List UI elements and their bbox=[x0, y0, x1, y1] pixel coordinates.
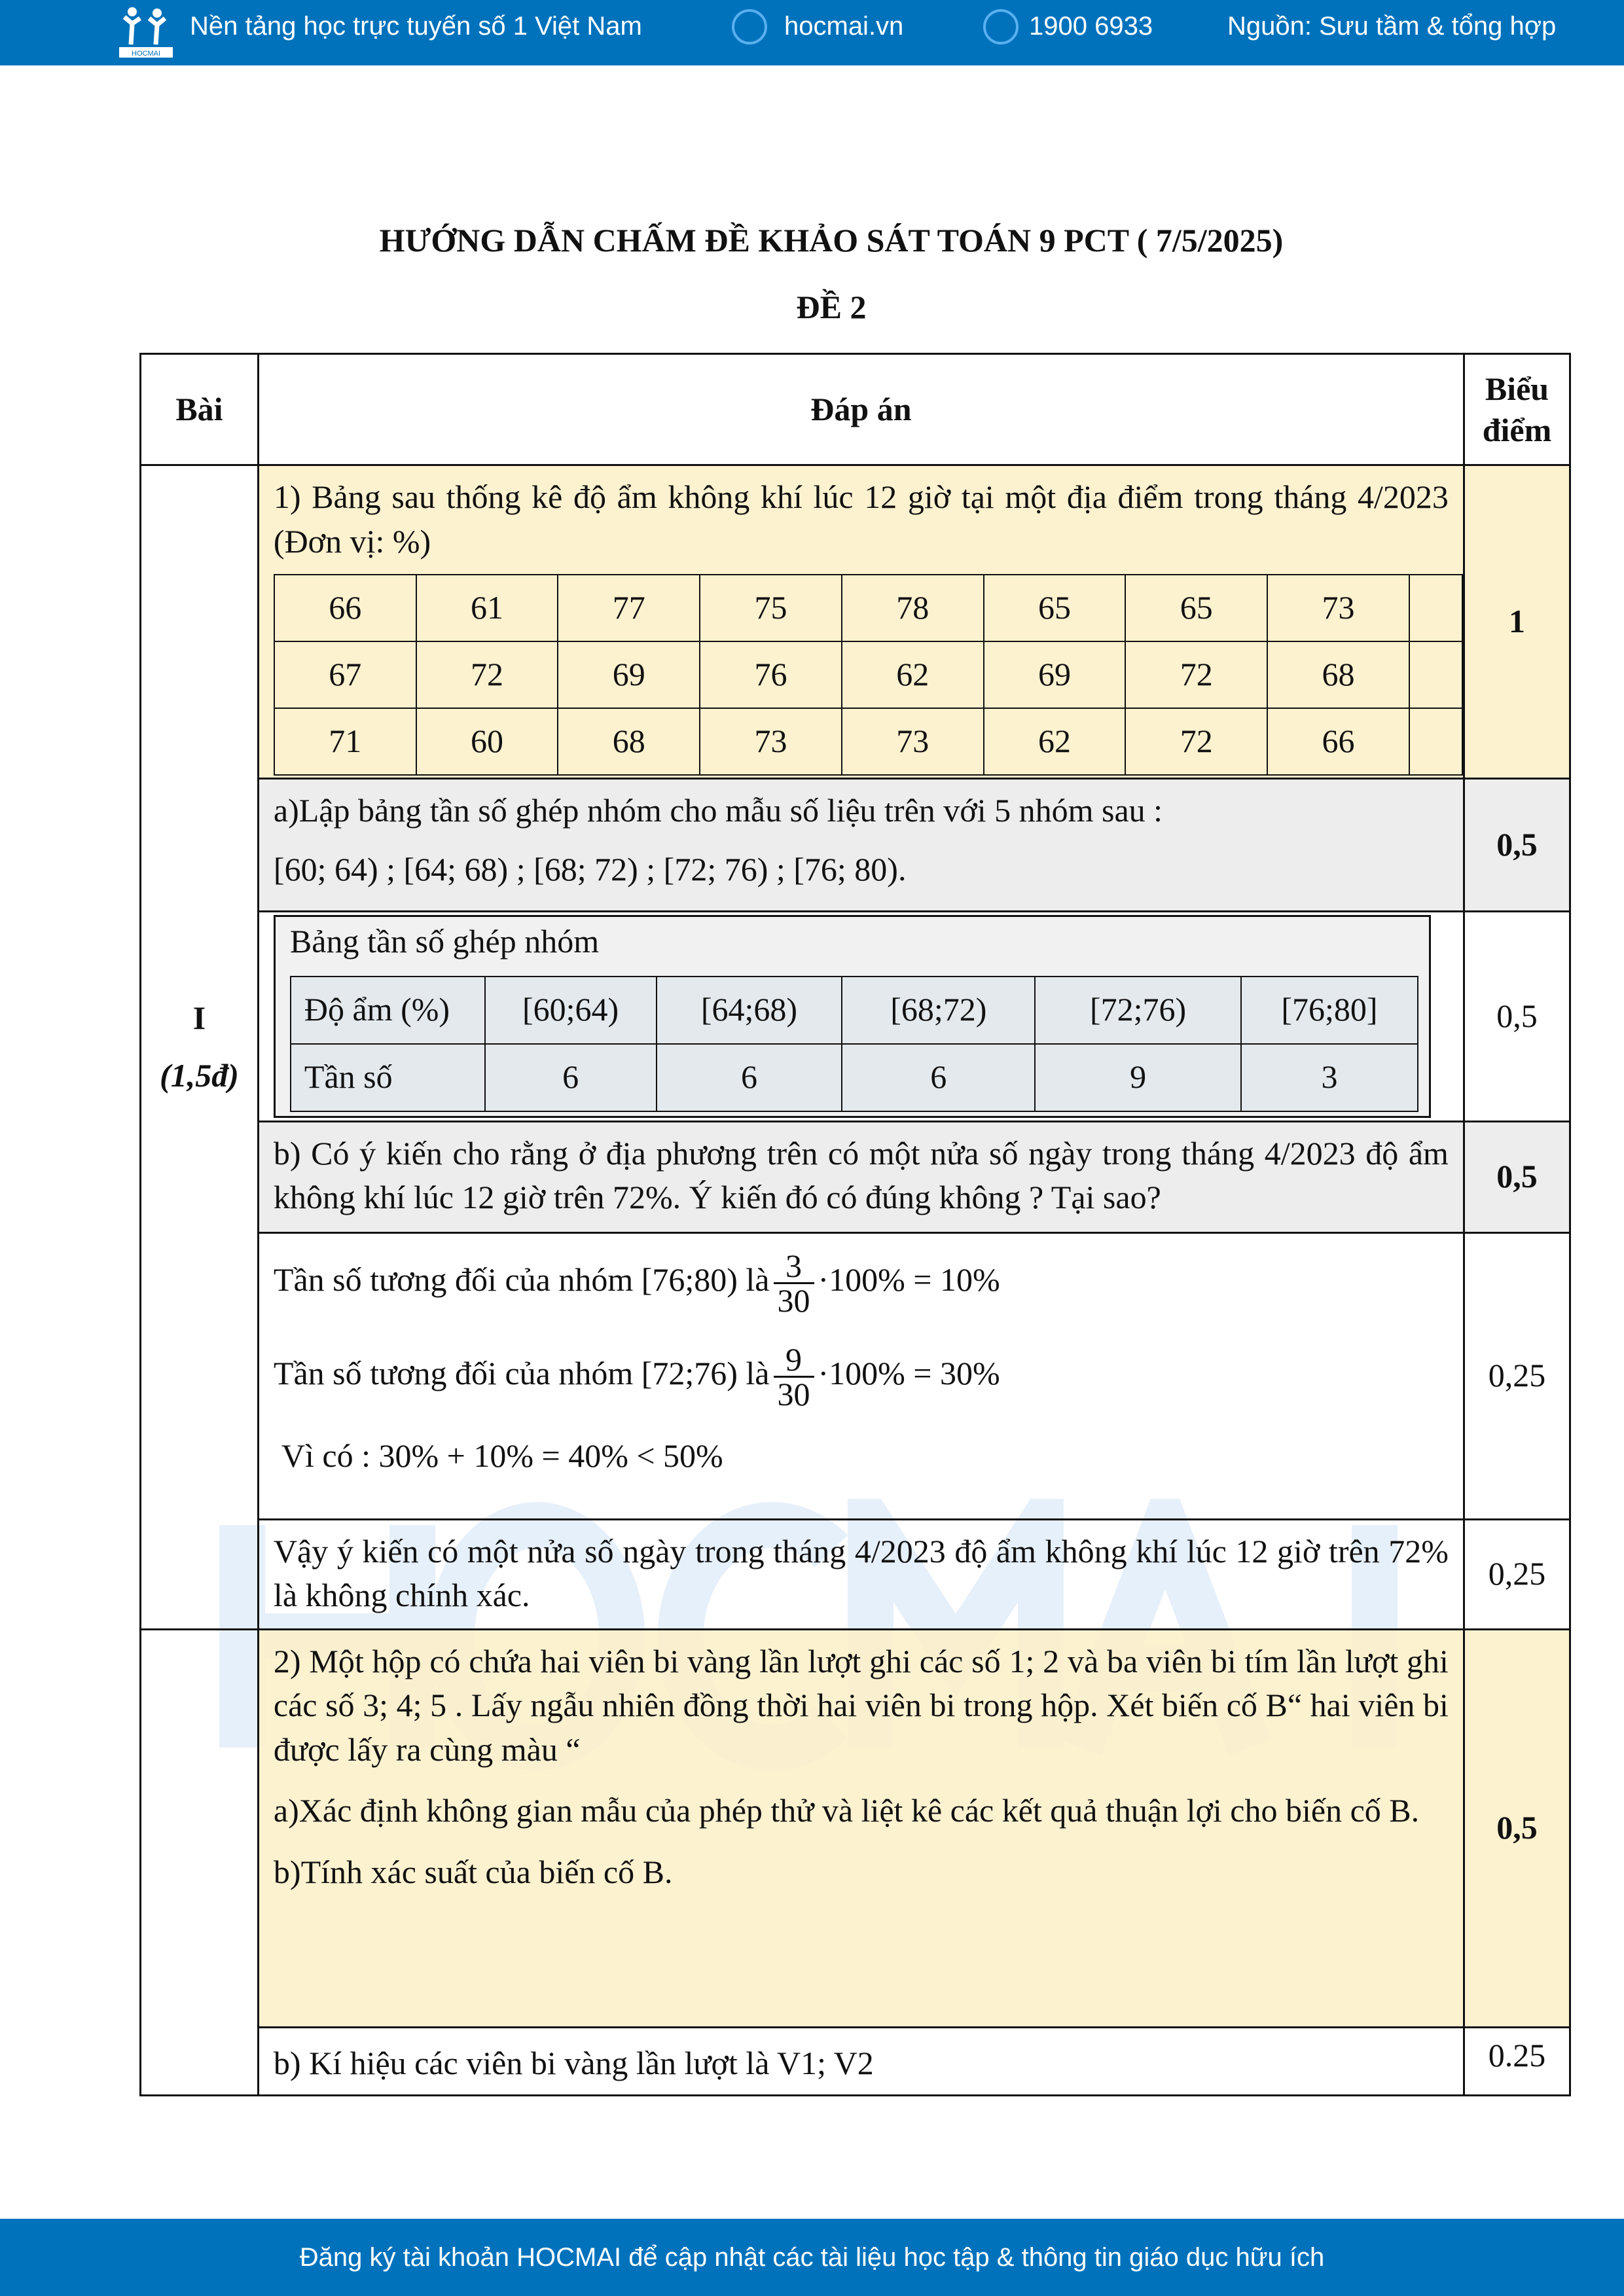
numerator: 9 bbox=[774, 1343, 814, 1378]
freq-group: [64;68) bbox=[657, 977, 842, 1044]
freq-cell bbox=[258, 912, 1464, 1122]
calc-cell bbox=[258, 1232, 1464, 1519]
data-cell: 71 bbox=[274, 708, 416, 775]
conclusion-score: 0,25 bbox=[1464, 1519, 1570, 1629]
source-note: Nguồn: Sưu tầm & tổng hợp bbox=[1227, 12, 1557, 41]
data-cell: 73 bbox=[842, 708, 984, 775]
freq-group: [76;80] bbox=[1241, 977, 1418, 1044]
data-cell: 78 bbox=[842, 575, 984, 641]
numerator: 3 bbox=[774, 1249, 814, 1284]
header-bieu: Biểu bbox=[1485, 370, 1549, 407]
last-row-score: 0.25 bbox=[1464, 2027, 1570, 2096]
phone-number[interactable]: 1900 6933 bbox=[1029, 12, 1153, 41]
data-cell: 68 bbox=[558, 708, 700, 775]
freq-count: 9 bbox=[1035, 1044, 1241, 1111]
freq-score: 0,5 bbox=[1464, 912, 1570, 1122]
freq-row bbox=[291, 977, 1418, 1044]
q2-part-a: a)Xác định không gian mẫu của phép thử và liệt kê các kết quả thuận lợi cho biến cố B. bbox=[273, 1792, 1420, 1829]
data-row bbox=[274, 641, 1462, 708]
q1a-line1: a)Lập bảng tần số ghép nhóm cho mẫu số liệu trên với 5 nhóm sau : bbox=[273, 792, 1163, 829]
data-cell: 72 bbox=[1125, 641, 1267, 708]
freq-box bbox=[274, 915, 1431, 1118]
data-row bbox=[274, 575, 1462, 641]
fraction bbox=[774, 1340, 814, 1412]
grading-table bbox=[139, 353, 1571, 2096]
q1b-text: b) Có ý kiến cho rằng ở địa phương trên có một nửa số ngày trong tháng 4/2023 độ ẩm không khí lúc 12 giờ trên 72%. Ý kiến đó có đúng không ? Tại sao? bbox=[258, 1121, 1464, 1232]
freq-row-label: Tần số bbox=[291, 1044, 485, 1111]
section-cell bbox=[141, 465, 259, 1630]
denominator: 30 bbox=[777, 1282, 810, 1319]
section-points: (1,5đ) bbox=[160, 1056, 239, 1094]
calc-l2-text: Tần số tương đối của nhóm [72;76) là bbox=[273, 1354, 770, 1391]
empty-cell bbox=[1409, 708, 1462, 775]
data-cell: 69 bbox=[984, 641, 1126, 708]
data-row bbox=[274, 708, 1462, 775]
q1b-score: 0,5 bbox=[1464, 1121, 1570, 1232]
data-cell: 65 bbox=[1125, 575, 1267, 641]
data-cell: 77 bbox=[558, 575, 700, 641]
svg-text:HOCMAI: HOCMAI bbox=[132, 50, 160, 58]
document-title: HƯỚNG DẪN CHẤM ĐỀ KHẢO SÁT TOÁN 9 PCT ( 7/5/2025) bbox=[379, 222, 1284, 259]
empty-cell bbox=[1409, 575, 1462, 641]
q1-score: 1 bbox=[1464, 465, 1570, 779]
calc-line-2 bbox=[273, 1340, 1449, 1412]
calc-l1-result: ·100% = 10% bbox=[818, 1261, 1000, 1298]
data-cell: 75 bbox=[700, 575, 842, 641]
data-cell: 73 bbox=[1267, 575, 1409, 641]
header-bar bbox=[0, 0, 1624, 65]
q1a-cell bbox=[258, 779, 1464, 912]
header-dap-an: Đáp án bbox=[258, 354, 1464, 465]
q1a-score: 0,5 bbox=[1464, 779, 1570, 912]
data-cell: 68 bbox=[1267, 641, 1409, 708]
data-cell: 67 bbox=[274, 641, 416, 708]
denominator: 30 bbox=[777, 1375, 810, 1412]
data-cell: 66 bbox=[1267, 708, 1409, 775]
data-cell: 72 bbox=[416, 641, 558, 708]
exam-code: ĐỀ 2 bbox=[796, 289, 867, 325]
data-cell: 66 bbox=[274, 575, 416, 641]
frequency-table bbox=[290, 976, 1418, 1112]
freq-group: [72;76) bbox=[1035, 977, 1241, 1044]
freq-count: 6 bbox=[485, 1044, 657, 1111]
freq-row bbox=[291, 1044, 1418, 1111]
hocmai-logo bbox=[118, 4, 177, 59]
q2-text: 2) Một hộp có chứa hai viên bi vàng lần lượt ghi các số 1; 2 và ba viên bi tím lần lượt ghi các số 3; 4; 5 . Lấy ngẫu nhiên đồng thời hai viên bi trong hộp. Xét biến cố B“ hai viên bi được lấy ra cùng màu “ bbox=[273, 1642, 1449, 1768]
conclusion-text: Vậy ý kiến có một nửa số ngày trong tháng 4/2023 độ ẩm không khí lúc 12 giờ trên 72% là không chính xác. bbox=[258, 1519, 1464, 1629]
data-cell: 65 bbox=[984, 575, 1126, 641]
calc-line-1 bbox=[274, 1249, 1449, 1317]
calc-l2-result: ·100% = 30% bbox=[818, 1354, 1000, 1391]
calc-l1-text: Tần số tương đối của nhóm [76;80) là bbox=[273, 1261, 770, 1298]
slogan: Nền tảng học trực tuyến số 1 Việt Nam bbox=[190, 12, 642, 41]
empty-cell bbox=[1409, 641, 1462, 708]
q1a-line2: [60; 64) ; [64; 68) ; [68; 72) ; [72; 76) ; [76; 80). bbox=[273, 850, 907, 888]
section-label: I bbox=[192, 999, 206, 1037]
website-link[interactable]: hocmai.vn bbox=[784, 12, 904, 41]
data-cell: 62 bbox=[842, 641, 984, 708]
data-cell: 61 bbox=[416, 575, 558, 641]
freq-row-label: Độ ẩm (%) bbox=[291, 977, 485, 1044]
freq-group: [60;64) bbox=[485, 977, 657, 1044]
freq-count: 3 bbox=[1241, 1044, 1418, 1111]
last-row-text: b) Kí hiệu các viên bi vàng lần lượt là V1; V2 bbox=[258, 2027, 1464, 2096]
q2-cell bbox=[258, 1629, 1464, 2027]
q2-score: 0,5 bbox=[1464, 1629, 1570, 2027]
data-cell: 76 bbox=[700, 641, 842, 708]
humidity-data-table bbox=[274, 574, 1463, 776]
data-cell: 73 bbox=[700, 708, 842, 775]
section-empty bbox=[141, 1629, 259, 2096]
q1-text: 1) Bảng sau thống kê độ ẩm không khí lúc 12 giờ tại một địa điểm trong tháng 4/2023 (Đơn vị: %) bbox=[273, 478, 1449, 560]
freq-caption: Bảng tần số ghép nhóm bbox=[289, 923, 600, 960]
freq-count: 6 bbox=[657, 1044, 842, 1111]
freq-count: 6 bbox=[842, 1044, 1035, 1111]
fraction bbox=[774, 1249, 814, 1317]
data-cell: 69 bbox=[558, 641, 700, 708]
header-bieu-diem bbox=[1464, 354, 1570, 465]
data-cell: 72 bbox=[1125, 708, 1267, 775]
freq-group: [68;72) bbox=[842, 977, 1035, 1044]
calc-line-3: Vì có : 30% + 10% = 40% < 50% bbox=[281, 1437, 723, 1474]
data-cell: 62 bbox=[984, 708, 1126, 775]
calc-score: 0,25 bbox=[1464, 1232, 1570, 1519]
data-cell: 60 bbox=[416, 708, 558, 775]
globe-icon bbox=[732, 9, 767, 45]
q2-part-b: b)Tính xác suất của biến cố B. bbox=[273, 1853, 673, 1890]
footer-banner[interactable]: Đăng ký tài khoản HOCMAI để cập nhật các tài liệu học tập & thông tin giáo dục hữu ích bbox=[0, 2219, 1624, 2296]
header-bai: Bài bbox=[141, 354, 259, 465]
header-diem: điểm bbox=[1482, 411, 1552, 448]
phone-icon bbox=[983, 9, 1019, 45]
q1-cell bbox=[258, 465, 1464, 779]
